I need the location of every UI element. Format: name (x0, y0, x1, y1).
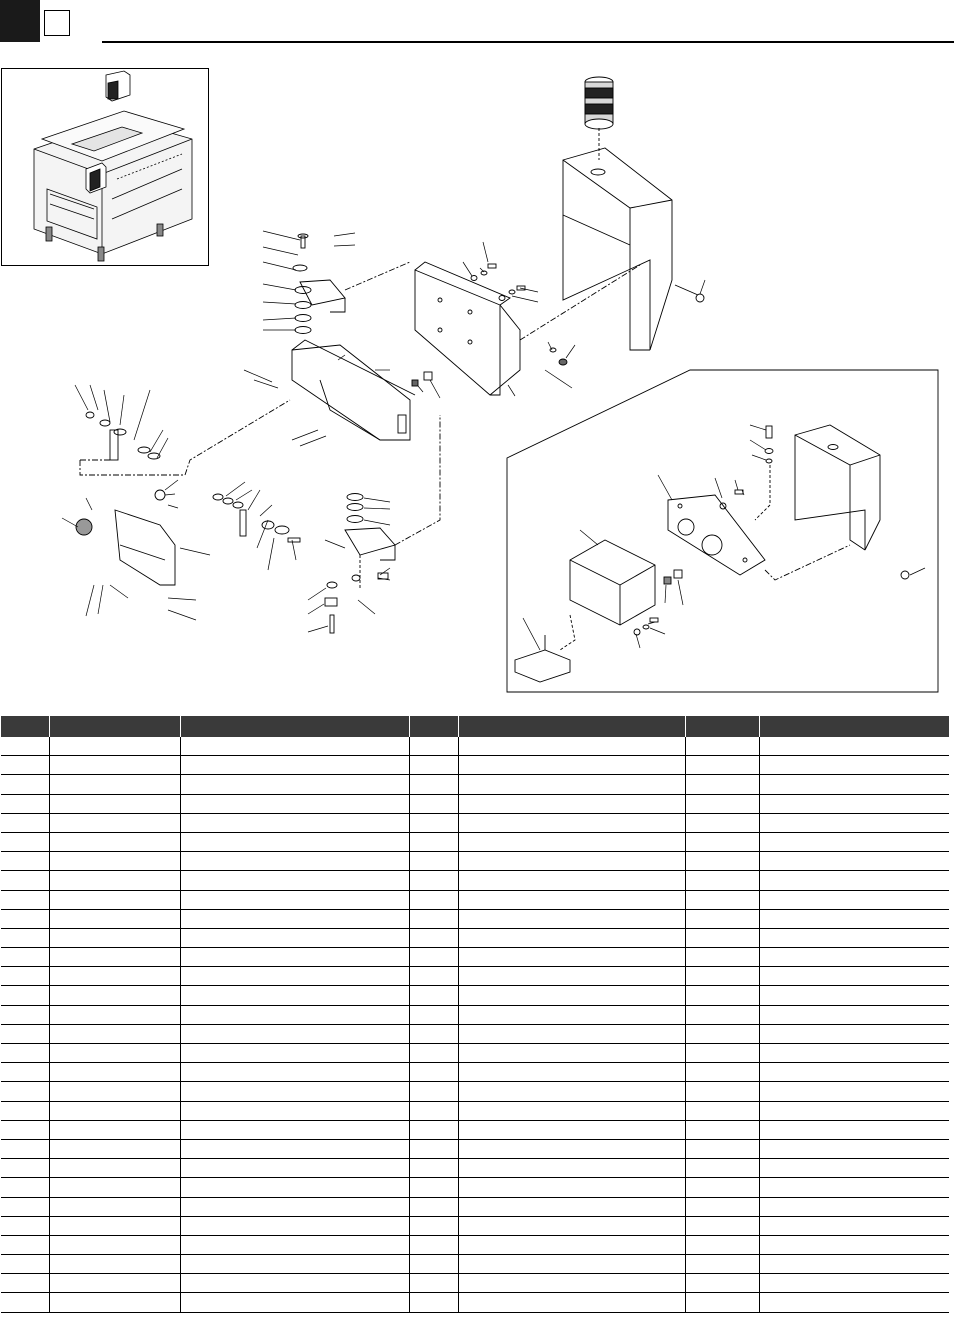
table-cell (409, 775, 458, 794)
table-cell (180, 1293, 409, 1312)
table-cell (49, 1274, 180, 1293)
table-cell (180, 1197, 409, 1216)
washer-stack-middle (213, 494, 300, 542)
table-cell (49, 948, 180, 967)
table-cell (685, 1139, 759, 1158)
table-cell (1, 1274, 49, 1293)
col-header-5 (458, 716, 685, 737)
table-cell (49, 890, 180, 909)
table-cell (759, 832, 949, 851)
table-cell (1, 986, 49, 1005)
table-cell (409, 1293, 458, 1312)
table-cell (759, 737, 949, 756)
table-cell (458, 1101, 685, 1120)
table-cell (458, 1024, 685, 1043)
table-cell (180, 737, 409, 756)
table-cell (49, 1197, 180, 1216)
table-cell (180, 1005, 409, 1024)
table-cell (49, 1101, 180, 1120)
table-cell (180, 967, 409, 986)
table-cell (409, 1120, 458, 1139)
table-cell (409, 1063, 458, 1082)
table-cell (685, 832, 759, 851)
table-cell (180, 832, 409, 851)
table-cell (409, 1216, 458, 1235)
table-cell (759, 1197, 949, 1216)
table-row (1, 871, 949, 890)
table-row (1, 1082, 949, 1101)
table-cell (1, 909, 49, 928)
table-cell (180, 948, 409, 967)
table-cell (1, 1120, 49, 1139)
table-cell (1, 890, 49, 909)
table-cell (180, 1139, 409, 1158)
table-cell (458, 1120, 685, 1139)
table-cell (458, 813, 685, 832)
table-cell (458, 794, 685, 813)
left-bracket (76, 412, 175, 585)
table-cell (685, 986, 759, 1005)
table-cell (180, 1082, 409, 1101)
table-row (1, 967, 949, 986)
table-cell (1, 1005, 49, 1024)
parts-table (1, 716, 949, 1313)
table-cell (759, 852, 949, 871)
table-cell (1, 1255, 49, 1274)
table-cell (49, 737, 180, 756)
table-cell (180, 1159, 409, 1178)
table-cell (49, 871, 180, 890)
table-cell (180, 1063, 409, 1082)
table-cell (685, 1005, 759, 1024)
table-cell (49, 1216, 180, 1235)
table-cell (1, 871, 49, 890)
table-cell (759, 1274, 949, 1293)
table-cell (409, 948, 458, 967)
table-cell (759, 1159, 949, 1178)
table-cell (759, 1216, 949, 1235)
table-cell (1, 832, 49, 851)
table-cell (685, 1120, 759, 1139)
table-cell (685, 1255, 759, 1274)
table-cell (685, 1063, 759, 1082)
table-cell (409, 813, 458, 832)
table-cell (458, 1255, 685, 1274)
table-cell (1, 1082, 49, 1101)
table-cell (759, 775, 949, 794)
table-cell (409, 832, 458, 851)
table-cell (759, 986, 949, 1005)
table-cell (49, 1235, 180, 1254)
table-cell (1, 1293, 49, 1312)
table-cell (458, 1063, 685, 1082)
table-cell (458, 1044, 685, 1063)
table-cell (1, 775, 49, 794)
table-cell (1, 948, 49, 967)
table-cell (685, 813, 759, 832)
table-cell (180, 986, 409, 1005)
table-cell (1, 1063, 49, 1082)
table-cell (458, 775, 685, 794)
table-cell (458, 909, 685, 928)
table-cell (49, 1044, 180, 1063)
table-cell (458, 871, 685, 890)
table-cell (458, 1139, 685, 1158)
table-row (1, 948, 949, 967)
table-cell (1, 1044, 49, 1063)
table-cell (409, 1255, 458, 1274)
table-cell (49, 775, 180, 794)
table-cell (49, 1159, 180, 1178)
table-cell (458, 1178, 685, 1197)
table-cell (49, 1120, 180, 1139)
table-cell (409, 1024, 458, 1043)
table-cell (759, 1178, 949, 1197)
table-cell (685, 737, 759, 756)
table-cell (409, 737, 458, 756)
table-cell (458, 1159, 685, 1178)
table-cell (685, 775, 759, 794)
table-cell (49, 794, 180, 813)
table-cell (458, 1274, 685, 1293)
table-cell (409, 1235, 458, 1254)
table-cell (180, 813, 409, 832)
table-cell (409, 1005, 458, 1024)
table-row (1, 1235, 949, 1254)
table-cell (180, 871, 409, 890)
table-cell (759, 1024, 949, 1043)
table-cell (1, 1178, 49, 1197)
table-cell (409, 1197, 458, 1216)
table-cell (409, 1044, 458, 1063)
table-cell (180, 794, 409, 813)
table-cell (180, 890, 409, 909)
table-cell (759, 1082, 949, 1101)
col-header-3 (180, 716, 409, 737)
table-cell (759, 1255, 949, 1274)
table-row (1, 1197, 949, 1216)
table-cell (458, 1005, 685, 1024)
table-cell (49, 986, 180, 1005)
table-cell (409, 756, 458, 775)
table-cell (180, 928, 409, 947)
table-cell (409, 986, 458, 1005)
table-cell (180, 909, 409, 928)
lower-bracket (325, 494, 395, 634)
table-cell (458, 1293, 685, 1312)
table-cell (685, 909, 759, 928)
table-cell (409, 871, 458, 890)
table-cell (49, 756, 180, 775)
table-cell (685, 871, 759, 890)
table-cell (685, 1101, 759, 1120)
table-cell (1, 852, 49, 871)
table-cell (409, 794, 458, 813)
table-row (1, 986, 949, 1005)
table-row (1, 1005, 949, 1024)
table-cell (759, 1044, 949, 1063)
table-cell (409, 1274, 458, 1293)
table-row (1, 1178, 949, 1197)
table-row (1, 1216, 949, 1235)
table-row (1, 852, 949, 871)
table-cell (685, 1293, 759, 1312)
table-cell (458, 986, 685, 1005)
table-cell (458, 1235, 685, 1254)
col-header-7 (759, 716, 949, 737)
table-cell (759, 1293, 949, 1312)
table-cell (458, 928, 685, 947)
table-cell (409, 852, 458, 871)
table-cell (458, 1216, 685, 1235)
table-cell (685, 1235, 759, 1254)
table-cell (180, 1178, 409, 1197)
table-cell (49, 1293, 180, 1312)
table-cell (180, 1044, 409, 1063)
table-row (1, 756, 949, 775)
table-cell (409, 1139, 458, 1158)
table-cell (180, 852, 409, 871)
table-cell (759, 928, 949, 947)
table-cell (1, 967, 49, 986)
table-cell (180, 1024, 409, 1043)
table-cell (49, 852, 180, 871)
table-row (1, 1044, 949, 1063)
table-cell (759, 1005, 949, 1024)
table-cell (409, 1178, 458, 1197)
table-cell (759, 1101, 949, 1120)
table-row (1, 1101, 949, 1120)
table-cell (49, 909, 180, 928)
table-cell (409, 1101, 458, 1120)
table-row (1, 1120, 949, 1139)
table-cell (180, 1235, 409, 1254)
table-row (1, 1063, 949, 1082)
table-cell (49, 1024, 180, 1043)
table-row (1, 928, 949, 947)
table-cell (759, 794, 949, 813)
table-row (1, 794, 949, 813)
table-cell (685, 890, 759, 909)
table-cell (759, 1120, 949, 1139)
table-row (1, 909, 949, 928)
parts-table-body (1, 737, 949, 1312)
top-plate (300, 280, 345, 312)
parts-table-header-row (1, 716, 949, 737)
table-row (1, 813, 949, 832)
table-row (1, 1139, 949, 1158)
table-cell (49, 928, 180, 947)
table-cell (685, 1178, 759, 1197)
table-cell (685, 1159, 759, 1178)
detail-bracket (515, 635, 570, 682)
table-cell (180, 1255, 409, 1274)
table-cell (759, 1139, 949, 1158)
table-cell (458, 852, 685, 871)
detail-cover (795, 425, 880, 550)
table-cell (759, 909, 949, 928)
table-cell (409, 928, 458, 947)
table-cell (180, 775, 409, 794)
table-cell (759, 1235, 949, 1254)
table-cell (759, 967, 949, 986)
table-cell (49, 832, 180, 851)
table-cell (759, 890, 949, 909)
table-cell (180, 756, 409, 775)
table-cell (458, 1197, 685, 1216)
table-cell (1, 1101, 49, 1120)
col-header-2 (49, 716, 180, 737)
table-cell (49, 813, 180, 832)
table-row (1, 737, 949, 756)
table-cell (49, 1063, 180, 1082)
table-cell (49, 967, 180, 986)
table-cell (1, 737, 49, 756)
table-cell (759, 1063, 949, 1082)
mount-bracket (415, 262, 520, 395)
table-cell (685, 1024, 759, 1043)
table-cell (1, 1159, 49, 1178)
col-header-4 (409, 716, 458, 737)
table-cell (1, 1139, 49, 1158)
table-cell (458, 737, 685, 756)
table-row (1, 1159, 949, 1178)
table-cell (685, 1216, 759, 1235)
table-cell (180, 1274, 409, 1293)
table-cell (1, 1197, 49, 1216)
table-cell (49, 1255, 180, 1274)
table-cell (685, 794, 759, 813)
table-cell (458, 1082, 685, 1101)
table-cell (685, 1197, 759, 1216)
col-header-1 (1, 716, 49, 737)
table-cell (409, 909, 458, 928)
detail-plate (668, 495, 765, 575)
table-cell (685, 967, 759, 986)
col-header-6 (685, 716, 759, 737)
table-cell (1, 928, 49, 947)
table-cell (685, 948, 759, 967)
table-cell (1, 1235, 49, 1254)
table-row (1, 1274, 949, 1293)
table-cell (409, 1159, 458, 1178)
table-cell (409, 967, 458, 986)
table-cell (458, 756, 685, 775)
table-cell (1, 813, 49, 832)
table-cell (1, 756, 49, 775)
table-row (1, 1293, 949, 1312)
table-cell (458, 967, 685, 986)
table-row (1, 1024, 949, 1043)
table-cell (759, 813, 949, 832)
base-frame (292, 340, 415, 440)
table-cell (759, 871, 949, 890)
table-cell (409, 1082, 458, 1101)
table-cell (458, 890, 685, 909)
table-cell (685, 852, 759, 871)
table-cell (49, 1082, 180, 1101)
table-cell (685, 756, 759, 775)
table-cell (49, 1178, 180, 1197)
table-cell (49, 1005, 180, 1024)
table-cell (180, 1216, 409, 1235)
table-cell (1, 1216, 49, 1235)
table-cell (49, 1139, 180, 1158)
table-cell (759, 948, 949, 967)
table-row (1, 832, 949, 851)
table-cell (1, 794, 49, 813)
detail-box (570, 540, 655, 625)
table-cell (1, 1024, 49, 1043)
table-cell (685, 1082, 759, 1101)
table-cell (685, 1044, 759, 1063)
table-cell (685, 1274, 759, 1293)
table-row (1, 1255, 949, 1274)
table-cell (180, 1120, 409, 1139)
table-cell (759, 756, 949, 775)
tower-cover (563, 148, 672, 350)
table-cell (180, 1101, 409, 1120)
table-cell (458, 948, 685, 967)
table-cell (685, 928, 759, 947)
table-row (1, 775, 949, 794)
table-cell (458, 832, 685, 851)
table-row (1, 890, 949, 909)
table-cell (409, 890, 458, 909)
signal-tower (585, 77, 613, 129)
